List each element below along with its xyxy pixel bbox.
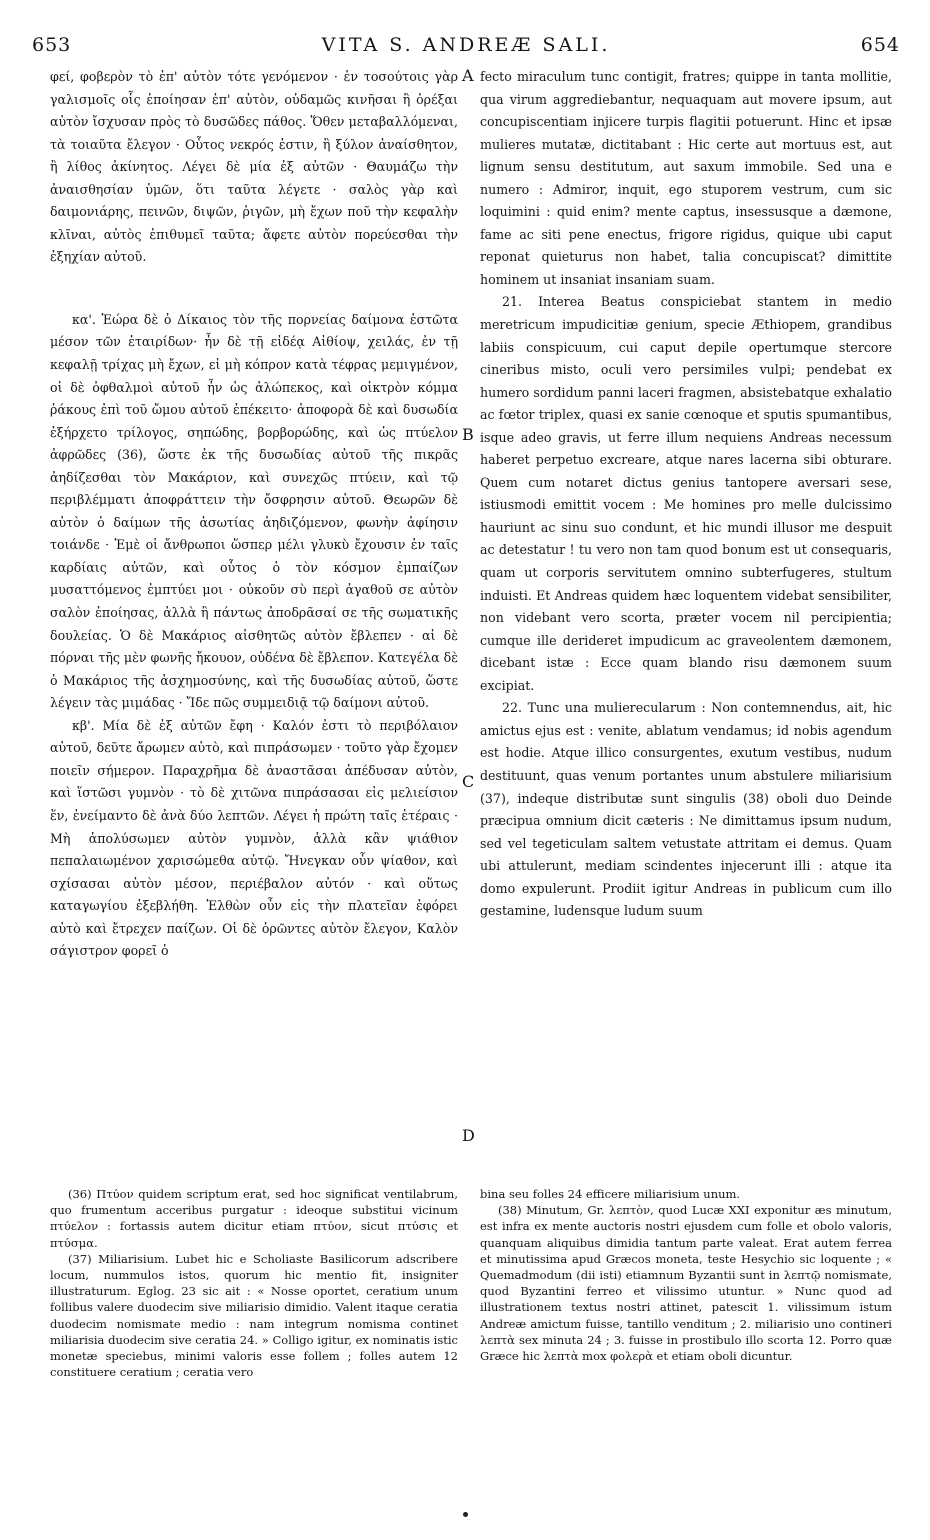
- page-bottom-dot: [463, 1512, 468, 1517]
- latin-paragraph-22: 22. Tunc una mulierecularum : Non contemnendus, ait, hic amictus ejus est : venite, ablatum vendamus; id nobis agendum est hodie. Atque illico consurgentes, exutum vestibus, nudum destituunt, quas venum portantes unum abstulere miliarisium (37), indeque distributæ sunt singulis (38) oboli duo Deinde præcipua omnium dicit cæteris : Ne dimittamus ipsum nudum, sed vel tegeticulam saltem vetustate attritam ei demus. Quam ubi attulerunt, mediam scindentes injecerunt illi : atque ita domo expulerunt. Prodiit igitur Andreas in publicum cum illo gestamine, ludensque ludum suum: [480, 700, 892, 919]
- margin-letter-d: D: [462, 1126, 475, 1145]
- greek-paragraph-22: κβ'. Μία δὲ ἐξ αὐτῶν ἔφη · Καλόν ἐστι τὸ περιβόλαιον αὐτοῦ, δεῦτε ἄρωμεν αὐτὸ, καὶ πιπράσωμεν · τοῦτο γὰρ ἔχομεν ποιεῖν σήμερον. Παραχρῆμα δὲ ἀναστᾶσαι ἀπέδυσαν αὐτὸν, καὶ ἵστῶσι γυμνὸν · τὸ δὲ χιτῶνα πιπράσασαι εἰς μελιείσιον ἕν, ἐνείμαντο δὲ ἀνὰ δύο λεπτῶν. Λέγει ἡ πρώτη ταῖς ἑτέραις · Μὴ ἀπολύσωμεν αὐτὸν γυμνὸν, ἀλλὰ κἂν ψιάθιον πεπαλαιωμένον χαρισώμεθα αὐτῷ. Ἤνεγκαν οὖν ψίαθον, καὶ σχίσασαι αὐτὸν μέσον, περιέβαλον αὐτόν · καὶ οὕτως καταγωγίου ἐξεβλήθη. Ἐλθὼν οὖν εἰς τὴν πλατεῖαν ἐφόρει αὐτὸ καὶ ἔτρεχεν παίζων. Οἱ δὲ ὁρῶντες αὐτὸν ἔλεγον, Καλὸν σάγιστρον φορεῖ ὁ: [50, 717, 458, 959]
- footnote-36: (36) Πτύον quidem scriptum erat, sed hoc significat ventilabrum, quo frumentum acceribus purgatur : ideoque substitui vicinum πτύελον : fortassis autem dicitur etiam πτύον, sicut πτύσις et πτύσμα.: [50, 1187, 458, 1250]
- footnote-37-continued: bina seu folles 24 efficere miliarisium unum.: [480, 1187, 741, 1201]
- running-title: VITA S. ANDREÆ SALI.: [321, 34, 611, 56]
- margin-letter-b: B: [462, 425, 474, 444]
- greek-paragraph-21: κα'. Ἑώρα δὲ ὁ Δίκαιος τὸν τῆς πορνείας δαίμονα ἑστῶτα μέσον τῶν ἑταιρίδων· ἦν δὲ τῇ εἰδέᾳ Αἰθίοψ, χειλάς, ἐν τῇ κεφαλῇ τρίχας μὴ ἔχων, εἰ μὴ κόπρον κατὰ τέφρας μεμιγμένον, οἱ δὲ ὀφθαλμοὶ αὐτοῦ ἦν ὡς ἀλώπεκος, καὶ οἰκτρὸν κόμμα ῥάκους ἐπὶ τοῦ ὤμου αὐτοῦ ἐπέκειτο· ἀποφορὰ δὲ καὶ δυσωδία ἐξήρχετο τρίλογος, σηπώδης, βορβορώδης, καὶ ὡς πτύελον ἀφρῶδες (36), ὥστε ἐκ τῆς δυσωδίας αὐτοῦ τῆς πικρᾶς ἀηδίζεσθαι τὸν Μακάριον, καὶ συνεχῶς πτύειν, καὶ τῷ περιβλέμματι ἀποφράττειν τὴν ὄσφρησιν αὐτοῦ. Θεωρῶν δὲ αὐτὸν ὁ δαίμων τῆς ἀσωτίας ἀηδιζόμενον, φωνὴν ἀφίησιν τοιάνδε · Ἐμὲ οἱ ἄνθρωποι ὥσπερ μέλι γλυκὺ ἔχουσιν ἐν ταῖς καρδίαις αὐτῶν, καὶ οὗτος ὁ τὸν κόσμον ἐμπαίζων μυσαττόμενος ἐμπτύει μοι · οὐκοῦν σὺ περὶ ἀγαθοῦ σε αὐτὸν σαλὸν ἐποίησας, ἀλλὰ ἢ πάντως ἀποδρᾶσαί σε τῆς σωματικῆς δουλείας. Ὁ δὲ Μακάριος αἰσθητῶς αὐτὸν ἔβλεπεν · αἱ δὲ πόρναι τῆς μὲν φωνῆς ἤκουον, οὐδένα δὲ ἔβλεπον. Κατεγέλα δὲ ὁ Μακάριος τῆς ἀσχημοσύνης, καὶ τῆς δυσωδίας αὐτοῦ, ὥστε λέγειν τὰς μιμάδας · Ἴδε πῶς συμμειδιᾷ τῷ δαίμονι αὐτοῦ.: [50, 311, 458, 711]
- greek-paragraph-1: φεί, φοβερὸν τὸ ἐπ' αὐτὸν τότε γενόμενον · ἐν τοσούτοις γὰρ γαλισμοῖς οἷς ἐποίησαν ἐπ' αὐτὸν, οὐδαμῶς κινῆσαι ἢ ὀρέξαι αὐτὸν ἴσχυσαν πρὸς τὸ δυσῶδες πάθος. Ὅθεν μεταβαλλόμεναι, τὰ τοιαῦτα ἔλεγον · Οὗτος νεκρός ἐστιν, ἢ ξύλον ἀναίσθητον, ἢ λίθος ἀκίνητος. Λέγει δὲ μία ἐξ αὐτῶν · Θαυμάζω τὴν ἀναισθησίαν ὑμῶν, ὅτι ταῦτα λέγετε · σαλὸς γὰρ καὶ δαιμονιάρης, πεινῶν, διψῶν, ῥιγῶν, μὴ ἔχων ποῦ τὴν κεφαλὴν κλῖναι, αὐτὸς ἐπιθυμεῖ ταῦτα; ἄφετε αὐτὸν πορεύεσθαι τὴν ἐξηχίαν αὐτοῦ.: [50, 69, 458, 265]
- latin-paragraph-21: 21. Interea Beatus conspiciebat stantem in medio meretricum impudicitiæ genium, specie Æthiopem, grandibus labiis conspicuum, cui caput depile opertumque stercore cineribus misto, oculi vero persimiles vulpi; pendebat ex humero sordidum panni laceri fragmen, absistebatque exhalatio ac fœtor triplex, quasi ex sanie cœnoque et sputis spumantibus, isque adeo gravis, ut ferre illum nequiens Andreas necessum haberet perpetuo excreare, atque nares lacerna sibi obturare. Quem cum notaret dictus genius tantopere aversari sese, istiusmodi emittit vocem : Me homines pro melle dulcissimo hauriunt ac sinu suo condunt, et hic mundi illusor me despuit ac detestatur ! tu vero non tam quod bonum est ut consequaris, quam ut corporis servitutem omnino subterfugeres, stultum induisti. Et Andreas quidem hæc loquentem videbat sensibiliter, non videbant vero scorta, præter vocem nil percipientia; cumque ille derideret impudicum ac graveolentem dæmonem, dicebant istæ : Ecce quam blando risu dæmonem suum excipiat.: [480, 294, 892, 693]
- paragraph-gap: [50, 269, 458, 309]
- page-number-right: 654: [860, 34, 900, 56]
- latin-paragraph-1: fecto miraculum tunc contigit, fratres; quippe in tanta mollitie, qua virum aggrediebantur, nequaquam aut movere ipsum, aut concupiscentiam injicere turpis flagitii potuerunt. Hinc et ipsæ mulieres mutatæ, dictitabant : Hic certe aut mortuus est, aut lignum sensu destitutum, aut saxum immobile. Sed una e numero : Admiror, inquit, ego stuporem vestrum, cum sic loquimini : quid enim? mente captus, insessusque a dæmone, fame ac siti pene enectus, frigore rigidus, quique ubi caput reponat quieturus non habet, talia concupiscat? dimittite hominem ut insaniat insaniam suam.: [480, 69, 892, 287]
- footnote-37: (37) Miliarisium. Lubet hic e Scholiaste Basilicorum adscribere locum, nummulos istos, quorum hic mentio fit, insigniter illustraturum. Eglog. 23 sic ait : « Nosse oportet, ceratium unum follibus valere duodecim sive miliarisio dimidio. Valent itaque ceratia duodecim nomismate medio : nam integrum nomisma continet miliarisia duodecim sive ceratia 24. » Colligo igitur, ex nominatis istic monetæ speciebus, minimi valoris esse follem ; folles autem 12 constituere ceratium ; ceratia vero: [50, 1251, 458, 1380]
- footnote-38: (38) Minutum, Gr. λεπτὸν, quod Lucæ XXI exponitur æs minutum, est infra ex mente auctoris nostri ejusdem cum folle et obolo valoris, quanquam aliquibus dimidia tantum parte valeat. Erat autem ferrea et minutissima apud Græcos moneta, teste Hesychio sic loquente ; « Quemadmodum (dii isti) etiamnum Byzantii sunt in λεπτῷ nomismate, quod Byzantini ferreo et vilissimo utuntur. » Nunc quod ad illustrationem textus nostri attinet, patescit 1. vilissimum istum Andreæ amictum fuisse, tantillo venditum ; 2. miliarisio uno contineri λεπτὰ sex minuta 24 ; 3. fuisse in prostibulo illo scorta 12. Porro quæ Græce hic λεπτὰ mox φολερὰ et etiam oboli dicuntur.: [480, 1203, 892, 1364]
- margin-letter-a: A: [462, 66, 474, 85]
- page-number-left: 653: [32, 34, 72, 56]
- latin-column: [480, 66, 892, 1182]
- margin-letter-c: C: [462, 772, 475, 791]
- greek-column: [50, 66, 458, 1182]
- running-head: [32, 34, 900, 60]
- footnotes-right: [480, 1186, 892, 1506]
- footnotes-left: [50, 1186, 458, 1506]
